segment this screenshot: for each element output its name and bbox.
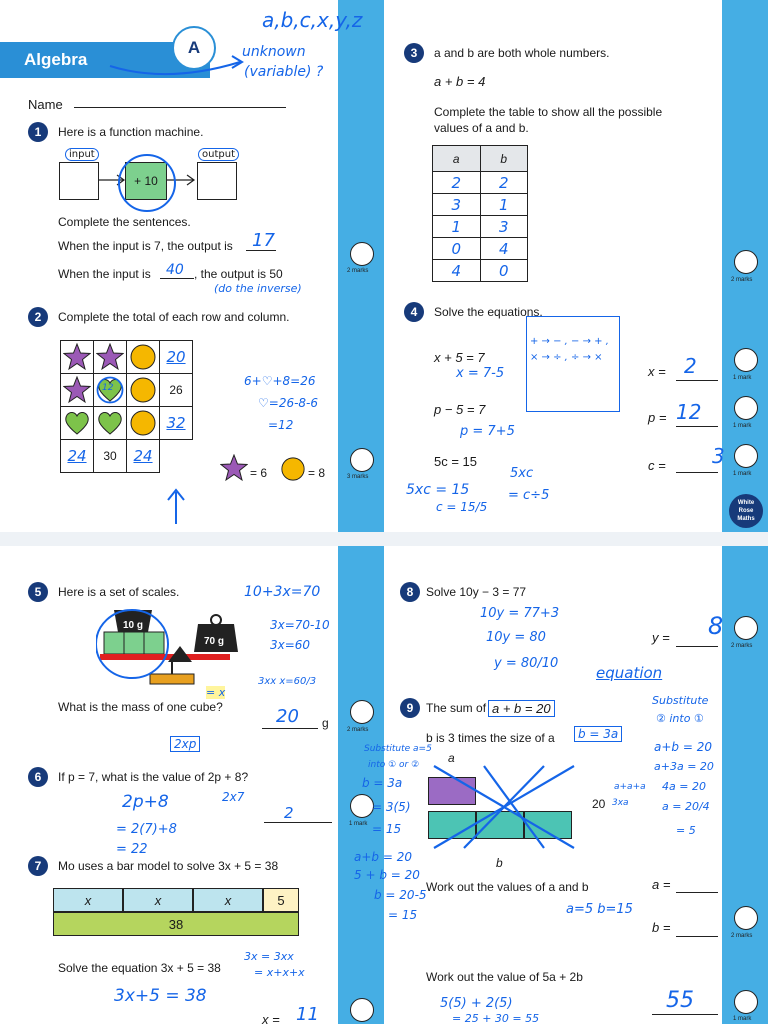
q3-cell[interactable]: 3	[480, 216, 528, 238]
machine-circle-annotation	[118, 154, 176, 212]
q3-cell[interactable]: 2	[480, 172, 528, 194]
q9-eq-2: b = 3a	[574, 726, 622, 742]
col-total-1[interactable]	[61, 440, 94, 473]
q2-text: Complete the total of each row and column.	[58, 310, 290, 324]
q9-q2-mark: 1 mark	[733, 1016, 752, 1022]
q1-number: 1	[28, 122, 48, 142]
q4-eq-3-work-1: 5xc = 15	[406, 482, 470, 498]
q6-number: 6	[28, 767, 48, 787]
circle-icon	[129, 343, 157, 371]
q2-number: 2	[28, 307, 48, 327]
q9-work-c3: b = 20-5	[374, 888, 427, 902]
q6-answer-line[interactable]	[264, 822, 332, 823]
q6-answer: 2	[284, 804, 294, 822]
logo-line-3: Maths	[737, 516, 755, 522]
weight-70g: 70 g	[204, 636, 225, 647]
q4-eq-3: 5c = 15	[434, 454, 478, 469]
bar-x-3: x	[193, 888, 263, 912]
annot-sub-a: Substitute a=5	[364, 744, 432, 754]
q5-work-4: 3xx x=60/3	[258, 676, 317, 687]
q3-mark-circle[interactable]	[734, 250, 758, 274]
name-label: Name	[28, 97, 63, 112]
q8-y-line[interactable]	[676, 646, 718, 647]
star-key-icon	[220, 454, 248, 482]
q9-number: 9	[400, 698, 420, 718]
star-cell	[94, 341, 127, 374]
q1-answer-2-line[interactable]	[160, 278, 194, 279]
col-total-3[interactable]	[127, 440, 160, 473]
q9-text-1: The sum of	[426, 701, 487, 715]
q4-side-2: = c÷5	[508, 488, 550, 503]
bar-a-label: a	[448, 751, 455, 765]
q7-mark-circle[interactable]	[350, 998, 374, 1022]
q2-c1: 24	[67, 447, 87, 465]
q9-work-b1: b = 3a	[362, 776, 403, 790]
q7-work-1: 3x = 3xx	[244, 950, 294, 963]
col-a-header: a	[433, 146, 481, 172]
q6-work-4: = 22	[116, 842, 148, 857]
output-label: output	[198, 148, 239, 161]
empty-cell	[160, 440, 193, 473]
q4-mark-circle-2[interactable]	[734, 396, 758, 420]
star-icon	[63, 343, 91, 371]
q4-mark-circle-1[interactable]	[734, 348, 758, 372]
header-badge: A	[172, 26, 216, 70]
logo-line-2: Rose	[738, 508, 754, 514]
heart-cell	[61, 407, 94, 440]
q9-work-d3: 4a = 20	[662, 780, 706, 793]
q2-work-1: 6+♡+8=26	[244, 374, 316, 388]
q9-text-2: b is 3 times the size of a	[426, 731, 555, 745]
q4-ops: + → − , − → + , × → ÷ , ÷ → ×	[530, 336, 609, 363]
bar-5: 5	[263, 888, 299, 912]
q9-work-d5: = 5	[676, 824, 696, 837]
row-total-3[interactable]	[160, 407, 193, 440]
q7-x-answer: 11	[296, 1004, 319, 1025]
q9-b-line[interactable]	[676, 936, 718, 937]
q6-mark-circle[interactable]	[350, 794, 374, 818]
q1-marks: 2 marks	[347, 268, 369, 274]
q8-work-2: 10y = 80	[486, 630, 546, 645]
annot-inverse: (do the inverse)	[214, 282, 302, 295]
q4-p-line[interactable]	[676, 426, 718, 427]
annot-equation: equation	[596, 664, 663, 682]
q4-eq-3-work-2: c = 15/5	[436, 500, 488, 514]
q5-work-1: 10+3x=70	[244, 584, 321, 600]
q9-work-c4: = 15	[388, 908, 418, 922]
q2-work-3: =12	[268, 418, 294, 432]
q2-work-2: ♡=26-8-6	[258, 396, 319, 410]
q7-work-2: = x+x+x	[254, 966, 305, 979]
q2-c3: 24	[133, 447, 153, 465]
q9-work-b3: = 15	[372, 822, 402, 836]
q4-x-line[interactable]	[676, 380, 718, 381]
q8-work-1: 10y = 77+3	[480, 606, 560, 621]
q3-marks: 2 marks	[731, 277, 753, 283]
star-icon	[96, 343, 124, 371]
q2-arrow-annotation	[162, 486, 192, 526]
circle-cell	[127, 341, 160, 374]
q4-c-answer: 3	[712, 444, 725, 468]
input-box[interactable]	[59, 162, 99, 200]
q9-q2-work-1: 5(5) + 2(5)	[440, 996, 513, 1011]
q5-answer-line[interactable]	[262, 728, 318, 729]
q2-r3: 32	[166, 414, 186, 432]
q5-question: What is the mass of one cube?	[58, 700, 223, 714]
q9-q2-answer: 55	[666, 988, 694, 1013]
row-total-1[interactable]	[160, 341, 193, 374]
q5-text: Here is a set of scales.	[58, 585, 180, 599]
q7-text: Mo uses a bar model to solve 3x + 5 = 38	[58, 859, 279, 873]
q9-mark-circle[interactable]	[734, 906, 758, 930]
annot-sub-into: ② into ①	[656, 712, 704, 725]
heart-cell	[94, 407, 127, 440]
q4-eq-2: p − 5 = 7	[434, 402, 486, 417]
q3-cell[interactable]: 0	[480, 260, 528, 282]
q4-mark-circle-3[interactable]	[734, 444, 758, 468]
weight-10g: 10 g	[123, 620, 144, 631]
q2-mark-circle[interactable]	[350, 448, 374, 472]
annot-unknown: unknown	[242, 44, 306, 60]
q8-number: 8	[400, 582, 420, 602]
circle-cell	[127, 407, 160, 440]
circle-cell	[127, 374, 160, 407]
q6-work-3: = 2(7)+8	[116, 822, 177, 837]
q5-marks: 2 marks	[347, 727, 369, 733]
q9-b-label: b =	[652, 920, 671, 935]
q9-ab-values: a=5 b=15	[566, 902, 633, 917]
q3-complete-2: values of a and b.	[434, 121, 529, 135]
bar-total: 38	[53, 912, 299, 936]
q9-q2-line[interactable]	[652, 1014, 718, 1015]
q4-text: Solve the equations.	[434, 305, 543, 319]
heart-icon	[96, 409, 124, 437]
q3-number: 3	[404, 43, 424, 63]
name-field[interactable]	[74, 107, 286, 108]
page-divider	[0, 532, 768, 546]
q5-unit: g	[322, 716, 329, 730]
q4-x-label: x =	[648, 364, 666, 379]
col-b-header: b	[480, 146, 528, 172]
function-machine: + 10	[125, 162, 167, 200]
q3-text: a and b are both whole numbers.	[434, 46, 610, 60]
q3-cell[interactable]: 4	[480, 238, 528, 260]
q1-complete: Complete the sentences.	[58, 215, 191, 229]
q1-sentence-1: When the input is 7, the output is	[58, 239, 233, 253]
bar-x-2: x	[123, 888, 193, 912]
q3-cell[interactable]: 4	[433, 260, 481, 282]
q8-work-3: y = 80/10	[494, 656, 559, 671]
annot-substitute: Substitute	[652, 694, 709, 707]
q9-eq-1: a + b = 20	[488, 700, 555, 717]
q2-r1: 20	[166, 348, 186, 366]
q2-circle-eq: = 8	[308, 466, 326, 480]
q6-work-5: 2x7	[222, 790, 245, 804]
q9-work-b2: = 3(5)	[372, 800, 411, 814]
q4-p-label: p =	[648, 410, 667, 425]
q9-a-label: a =	[652, 877, 671, 892]
circle-icon	[129, 376, 157, 404]
q7-number: 7	[28, 856, 48, 876]
bar-x-1: x	[53, 888, 123, 912]
bar-b-label: b	[496, 856, 503, 870]
q5-work-3: 3x=60	[270, 638, 311, 652]
q3-cell[interactable]: 3	[433, 194, 481, 216]
q8-marks: 2 marks	[731, 643, 753, 649]
col-total-2: 30	[94, 440, 127, 473]
q8-text: Solve 10y − 3 = 77	[426, 585, 527, 599]
star-cell	[61, 341, 94, 374]
scales-image	[96, 606, 266, 690]
q7-solve: Solve the equation 3x + 5 = 38	[58, 961, 221, 975]
q9-q2-work-2: = 25 + 30 = 55	[452, 1012, 540, 1025]
q6-work-2: 2p+8	[122, 792, 169, 812]
q4-side-1: 5xc	[510, 466, 534, 481]
q3-complete: Complete the table to show all the possible	[434, 105, 663, 119]
q9-work-d1: a+b = 20	[654, 740, 712, 754]
q4-c-label: c =	[648, 458, 666, 473]
q1-sentence-2b: , the output is 50	[194, 267, 283, 281]
q5-work-2: 3x=70-10	[270, 618, 330, 632]
q4-x-answer: 2	[684, 354, 697, 378]
row-total-2: 26	[160, 374, 193, 407]
annot-three-a: 3xa	[612, 798, 629, 808]
annot-variable: (variable) ?	[244, 64, 324, 80]
arrow-annotation	[108, 52, 248, 82]
bar-crossout-annotation	[424, 762, 588, 854]
heart-cell	[94, 374, 127, 407]
q9-work-d2: a+3a = 20	[654, 760, 714, 773]
q5-x-eq: = x	[206, 686, 226, 699]
q4-number: 4	[404, 302, 424, 322]
q4-p-answer: 12	[676, 400, 702, 424]
white-rose-logo	[729, 494, 763, 528]
q1-mark-circle[interactable]	[350, 242, 374, 266]
q3-cell[interactable]: 1	[480, 194, 528, 216]
q4-eq-1: x + 5 = 7	[434, 350, 485, 365]
q8-y-label: y =	[652, 630, 670, 645]
q5-number: 5	[28, 582, 48, 602]
q6-text: If p = 7, what is the value of 2p + 8?	[58, 770, 249, 784]
header-title: Algebra	[24, 50, 88, 69]
q2-star-eq: = 6	[250, 466, 268, 480]
heart-icon	[63, 409, 91, 437]
q7-work-3: 3x+5 = 38	[114, 986, 207, 1006]
q9-marks: 2 marks	[731, 933, 753, 939]
annot-a-ta: a+a+a	[614, 782, 646, 792]
q4-mark-3: 1 mark	[733, 471, 752, 477]
logo-line-1: White	[737, 500, 755, 506]
q1-sentence-2a: When the input is	[58, 267, 151, 281]
q1-text: Here is a function machine.	[58, 125, 204, 139]
q5-mark-circle[interactable]	[350, 700, 374, 724]
q7-x-label: x =	[262, 1012, 280, 1027]
q8-y-answer: 8	[708, 612, 724, 640]
q3-cell[interactable]: 2	[433, 172, 481, 194]
q3-eq: a + b = 4	[434, 74, 486, 89]
q9-work-c1: a+b = 20	[354, 850, 412, 864]
q8-mark-circle[interactable]	[734, 616, 758, 640]
q4-eq-2-work: p = 7+5	[460, 424, 515, 439]
q9-work: Work out the values of a and b	[426, 880, 589, 894]
q5-answer: 20	[276, 706, 299, 727]
q6-mark: 1 mark	[349, 821, 368, 827]
q3-cell[interactable]: 0	[433, 238, 481, 260]
input-label: input	[65, 148, 99, 161]
q1-answer-1: 17	[252, 230, 275, 251]
q3-cell[interactable]: 1	[433, 216, 481, 238]
q9-q2-mark-circle[interactable]	[734, 990, 758, 1014]
q1-answer-2: 40	[166, 262, 184, 278]
circle-key-icon	[280, 456, 306, 482]
q6-work-1: 2xp	[170, 736, 200, 752]
bar-total-20: 20	[592, 797, 606, 811]
circle-icon	[129, 409, 157, 437]
q9-work-c2: 5 + b = 20	[354, 868, 420, 882]
annot-sub-into-2: into ① or ②	[368, 760, 420, 770]
q9-question-2: Work out the value of 5a + 2b	[426, 970, 583, 984]
q4-mark-1: 1 mark	[733, 375, 752, 381]
star-cell	[61, 374, 94, 407]
q9-a-line[interactable]	[676, 892, 718, 893]
q4-mark-2: 1 mark	[733, 423, 752, 429]
q3-table	[432, 145, 528, 282]
q9-work-d4: a = 20/4	[662, 800, 710, 813]
annot-vars: a,b,c,x,y,z	[262, 8, 363, 32]
q4-eq-1-work: x = 7-5	[456, 366, 505, 381]
q2-marks: 3 marks	[347, 474, 369, 480]
q2-heart-value: 12	[102, 383, 114, 393]
q4-c-line[interactable]	[676, 472, 718, 473]
star-icon	[63, 376, 91, 404]
q2-grid	[60, 340, 193, 473]
output-box[interactable]	[197, 162, 237, 200]
